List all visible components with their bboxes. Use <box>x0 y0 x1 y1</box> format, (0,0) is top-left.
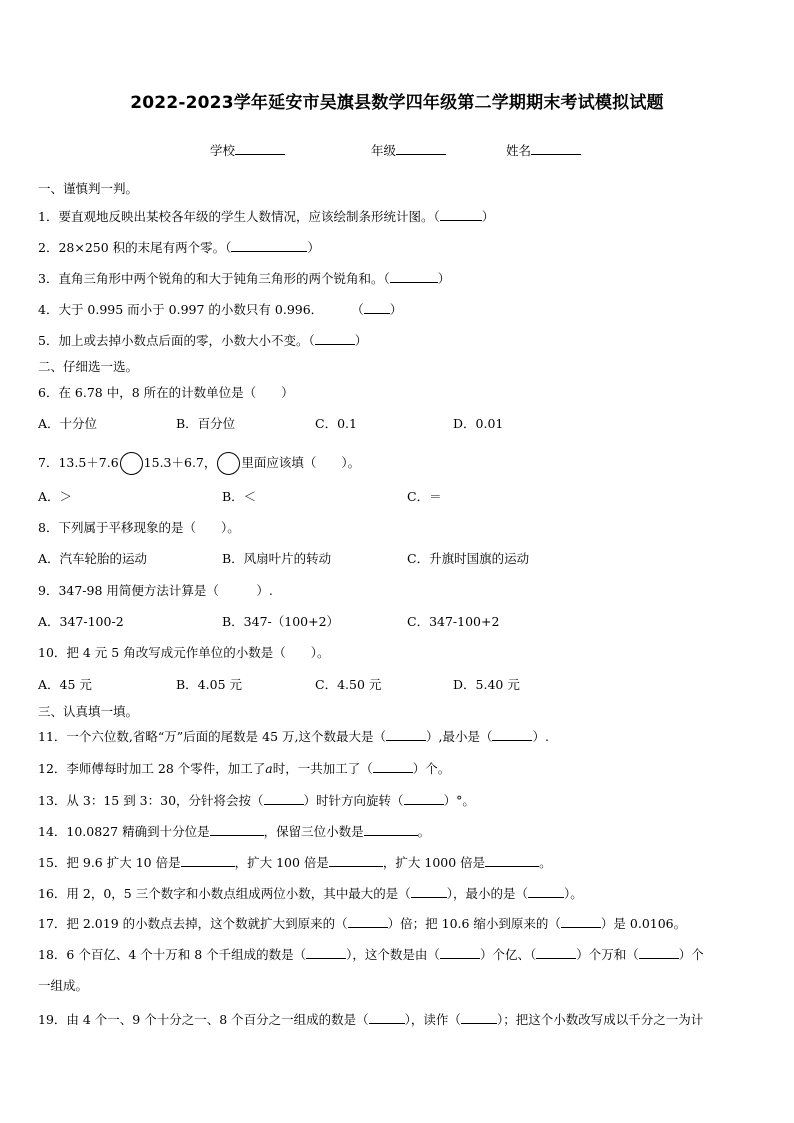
question-2 <box>38 239 320 256</box>
answer-blank[interactable] <box>411 885 447 898</box>
question-text: 。 <box>539 855 552 870</box>
question-number: 9． <box>38 583 59 598</box>
question-19 <box>38 1011 703 1028</box>
question-text: 把 4 元 5 角改写成元作单位的小数是（ ）。 <box>66 645 330 660</box>
question-number: 12． <box>38 761 67 776</box>
question-text: 李师傅每时加工 28 个零件，加工了 <box>66 761 266 776</box>
question-3 <box>38 270 450 287</box>
question-18 <box>38 946 704 963</box>
option-a[interactable]: A．十分位 <box>38 416 98 431</box>
question-text: ）个亿、（ <box>479 947 537 962</box>
question-text: 一个六位数,省略“万”后面的尾数是 45 万,这个数最大是（ <box>66 729 386 744</box>
question-text: 时，一共加工了（ <box>272 761 373 776</box>
question-8 <box>38 520 240 536</box>
question-text: ），这个数是由（ <box>346 947 440 962</box>
question-number: 3． <box>38 271 59 286</box>
answer-blank[interactable] <box>639 946 679 959</box>
name-field <box>506 141 581 159</box>
option-b[interactable]: B．347-（100+2） <box>222 614 340 629</box>
question-4 <box>38 301 402 318</box>
question-number: 11． <box>38 729 67 744</box>
question-text: 直角三角形中两个锐角的和大于钝角三角形的两个锐角和。（ <box>58 271 390 286</box>
question-12 <box>38 760 450 777</box>
answer-blank[interactable] <box>485 854 539 867</box>
question-number: 4． <box>38 302 59 317</box>
answer-blank[interactable] <box>390 270 438 283</box>
answer-blank[interactable] <box>386 728 426 741</box>
option-d[interactable]: D．0.01 <box>453 416 504 431</box>
question-number: 7． <box>38 455 59 470</box>
question-text: ） <box>437 271 451 286</box>
answer-blank[interactable] <box>404 792 444 805</box>
option-c[interactable]: C．升旗时国旗的运动 <box>407 551 530 566</box>
answer-blank[interactable] <box>264 792 304 805</box>
question-6 <box>38 385 294 401</box>
question-text: 由 4 个一、9 个十分之一、8 个百分之一组成的数是（ <box>66 1012 369 1027</box>
option-c[interactable]: C．4.50 元 <box>315 677 382 692</box>
answer-blank[interactable] <box>329 854 383 867</box>
question-text: 从 3：15 到 3：30，分针将会按（ <box>66 793 264 808</box>
question-text: 10.0827 精确到十分位是 <box>66 824 210 839</box>
answer-blank[interactable] <box>373 760 413 773</box>
option-b[interactable]: B．4.05 元 <box>176 677 242 692</box>
answer-blank[interactable] <box>181 854 235 867</box>
question-number: 6． <box>38 385 59 400</box>
answer-blank[interactable] <box>315 332 355 345</box>
question-text: ） <box>481 209 495 224</box>
question-number: 8． <box>38 520 59 535</box>
question-text: 大于 0.995 而小于 0.997 的小数只有 0.996． <box>58 302 324 317</box>
question-text: 下列属于平移现象的是（ ）。 <box>58 520 240 535</box>
grade-blank[interactable] <box>396 142 446 155</box>
question-number: 17． <box>38 916 67 931</box>
option-a[interactable]: A．45 元 <box>38 677 92 692</box>
question-1 <box>38 208 494 225</box>
variable-a: a <box>265 761 273 776</box>
question-text: ）。 <box>563 886 583 901</box>
question-text: ）个。 <box>412 761 451 776</box>
section-heading: 二、仔细选一选。 <box>38 359 139 374</box>
answer-blank[interactable] <box>440 208 482 221</box>
question-text: ，扩大 1000 倍是 <box>382 855 486 870</box>
question-text: 6 个百亿、4 个十万和 8 个千组成的数是（ <box>66 947 307 962</box>
question-number: 13． <box>38 793 67 808</box>
question-9 <box>38 583 273 599</box>
option-a[interactable]: A．347-100-2 <box>38 614 124 629</box>
option-c[interactable]: C．＝ <box>407 489 442 504</box>
question-10 <box>38 645 329 661</box>
answer-blank[interactable] <box>536 946 576 959</box>
option-c[interactable]: C．0.1 <box>315 416 357 431</box>
question-text: （ <box>351 302 364 317</box>
question-text: ） <box>307 240 320 255</box>
question-5 <box>38 332 367 349</box>
question-text: ）；把这个小数改写成以千分之一为计 <box>496 1012 704 1027</box>
question-text: ，扩大 100 倍是 <box>234 855 329 870</box>
question-text: ）个万和（ <box>576 947 639 962</box>
option-d[interactable]: D．5.40 元 <box>453 677 520 692</box>
question-11 <box>38 728 549 745</box>
school-label: 学校 <box>210 143 236 158</box>
question-text: 加上或去掉小数点后面的零，小数大小不变。（ <box>58 333 315 348</box>
question-text: ）个 <box>678 947 704 962</box>
question-text: ）是 0.0106。 <box>600 916 687 931</box>
question-number: 19． <box>38 1012 67 1027</box>
school-blank[interactable] <box>235 142 285 155</box>
question-text: 15.3＋6.7， <box>143 455 217 470</box>
answer-blank[interactable] <box>461 1011 497 1024</box>
answer-blank[interactable] <box>440 946 480 959</box>
question-text: 28×250 积的末尾有两个零。（ <box>58 240 232 255</box>
question-text: 347-98 用简便方法计算是（ ）. <box>58 583 273 598</box>
answer-blank[interactable] <box>492 728 532 741</box>
school-field <box>210 141 285 159</box>
answer-blank[interactable] <box>561 915 601 928</box>
option-b[interactable]: B．＜ <box>222 489 257 504</box>
grade-label: 年级 <box>371 143 397 158</box>
question-text: 里面应该填（ ）。 <box>241 455 361 470</box>
answer-blank[interactable] <box>210 823 264 836</box>
name-blank[interactable] <box>531 142 581 155</box>
question-number: 15． <box>38 855 67 870</box>
question-text: 在 6.78 中，8 所在的计数单位是（ ） <box>58 385 294 400</box>
answer-blank[interactable] <box>348 915 388 928</box>
answer-circle[interactable] <box>120 452 143 475</box>
answer-blank[interactable] <box>364 823 418 836</box>
answer-blank[interactable] <box>306 946 346 959</box>
question-text: 要直观地反映出某校各年级的学生人数情况，应该绘制条形统计图。（ <box>58 209 440 224</box>
section-heading: 三、认真填一填。 <box>38 704 139 719</box>
question-text: 。 <box>417 824 431 839</box>
question-number: 14． <box>38 824 67 839</box>
name-label: 姓名 <box>506 143 532 158</box>
question-text: ）. <box>532 729 549 744</box>
question-text: 13.5＋7.6 <box>58 455 119 470</box>
question-text: 把 2.019 的小数点去掉，这个数就扩大到原来的（ <box>66 916 348 931</box>
question-text: ）时针方向旋转（ <box>303 793 404 808</box>
question-15 <box>38 854 552 871</box>
question-number: 10． <box>38 645 67 660</box>
exam-title: 2022-2023学年延安市吴旗县数学四年级第二学期期末考试模拟试题 <box>130 93 664 113</box>
question-text: ）倍；把 10.6 缩小到原来的（ <box>387 916 561 931</box>
question-text: 一组成。 <box>38 978 89 993</box>
question-number: 5． <box>38 333 59 348</box>
question-13 <box>38 792 475 809</box>
question-text: ），最小的是（ <box>446 886 528 901</box>
question-14 <box>38 823 430 840</box>
answer-blank[interactable] <box>231 239 307 252</box>
question-number: 1． <box>38 209 59 224</box>
option-b[interactable]: B．风扇叶片的转动 <box>222 551 332 566</box>
question-text: ）°。 <box>443 793 475 808</box>
question-number: 16． <box>38 886 67 901</box>
question-number: 2． <box>38 240 59 255</box>
question-number: 18． <box>38 947 67 962</box>
question-text: 用 2，0，5 三个数字和小数点组成两位小数，其中最大的是（ <box>66 886 411 901</box>
question-text: ）,最小是（ <box>426 729 493 744</box>
question-text: ），读作（ <box>404 1012 461 1027</box>
answer-blank[interactable] <box>528 885 564 898</box>
question-16 <box>38 885 583 902</box>
question-18-continued <box>38 978 88 994</box>
option-a[interactable]: A．汽车轮胎的运动 <box>38 551 148 566</box>
question-text: ，保留三位小数是 <box>263 824 364 839</box>
answer-circle[interactable] <box>217 452 240 475</box>
section-heading: 一、谨慎判一判。 <box>38 181 139 196</box>
answer-blank[interactable] <box>369 1011 405 1024</box>
question-text: ） <box>354 333 368 348</box>
question-text: 把 9.6 扩大 10 倍是 <box>66 855 181 870</box>
question-7 <box>38 452 360 475</box>
grade-field <box>371 141 446 159</box>
question-text: ） <box>389 302 403 317</box>
option-c[interactable]: C．347-100+2 <box>407 614 500 629</box>
question-17 <box>38 915 686 932</box>
option-b[interactable]: B．百分位 <box>176 416 236 431</box>
answer-blank[interactable] <box>364 301 390 314</box>
option-a[interactable]: A．＞ <box>38 489 73 504</box>
